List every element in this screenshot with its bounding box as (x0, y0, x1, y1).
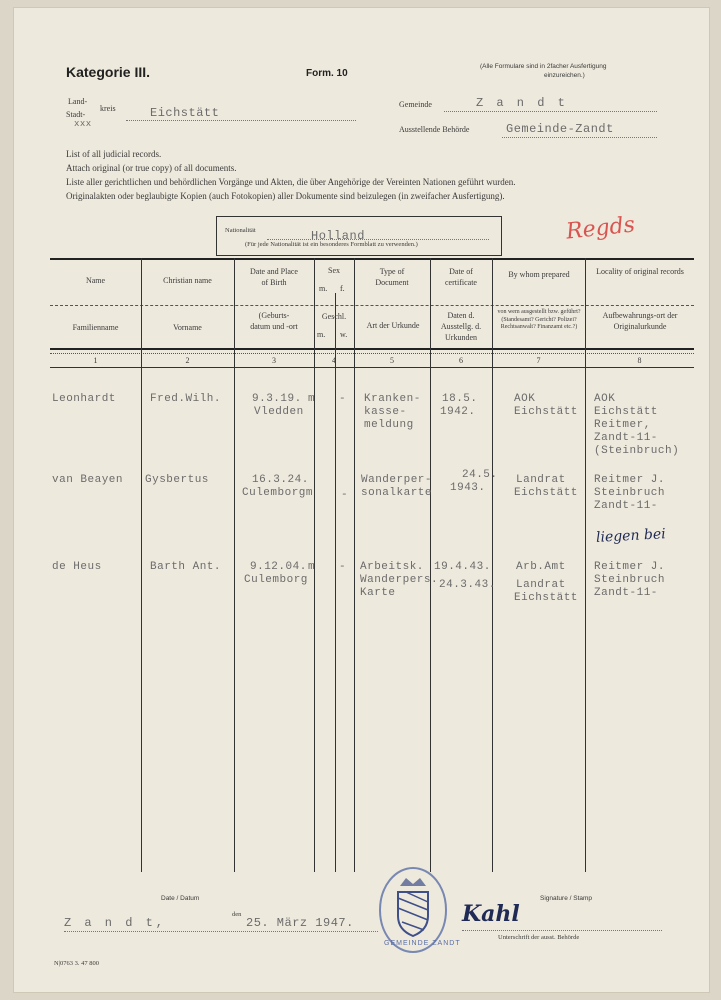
header-daten-ausstellung: Daten d. Ausstellg. d. Urkunden (440, 311, 482, 342)
row3-ort-3: Zandt-11- (594, 587, 658, 599)
header-art-urkunde: Art der Urkunde (366, 321, 420, 330)
behoerde-label: Ausstellende Behörde (399, 125, 470, 134)
landkreis-dotline (126, 120, 356, 121)
row2-ort-3: Zandt-11- (594, 500, 658, 512)
nationality-note: (Für jede Nationalität ist ein besonderes Formblatt zu verwenden.) (245, 241, 418, 248)
stadt-label: Stadt- (66, 110, 86, 119)
header-von-wem: von wem ausgestellt bzw. geführt? (Standesamt? Gericht? Polizei? Rechtsanwalt? Finanzamt etc.?) (497, 309, 581, 330)
col-number-5: 5 (390, 356, 394, 365)
header-locality: Locality of original records (596, 267, 684, 276)
row1-von-1: AOK (514, 393, 536, 405)
row1-ort-3: Reitmer, (594, 419, 651, 431)
nationality-value: Holland (311, 229, 365, 243)
col-number-3: 3 (272, 356, 276, 365)
red-handwritten-mark: Regds (564, 212, 637, 245)
row3-von-2: Landrat (516, 579, 566, 591)
signature-sublabel: Unterschrift der ausst. Behörde (498, 934, 580, 941)
instruction-line-1: List of all judicial records. (66, 149, 162, 159)
col-number-7: 7 (536, 356, 541, 365)
header-sex: Sex (328, 266, 340, 275)
row1-name: Leonhardt (52, 393, 116, 405)
date-value: 25. März 1947. (246, 916, 354, 930)
date-label: Date / Datum (161, 895, 200, 902)
copies-note-line1: (Alle Formulare sind in 2facher Ausfertigung (480, 63, 607, 70)
instruction-line-4: Originalakten oder beglaubigte Kopien (auch Fotokopien) aller Dokumente sind beizulegen (in zweifacher Ausfertigung). (66, 191, 505, 201)
header-familienname: Familienname (72, 323, 119, 332)
row1-ort-4: Zandt-11- (594, 432, 658, 444)
row1-date-2: 1942. (440, 406, 476, 418)
row3-von-3: Eichstätt (514, 592, 578, 604)
row1-birth-place: Vledden (254, 406, 304, 418)
row2-von-2: Eichstätt (514, 487, 578, 499)
col-divider-1 (141, 258, 142, 872)
row1-art-1: Kranken- (364, 393, 421, 405)
col-number-4: 4 (332, 356, 336, 365)
row1-sex-m: m (308, 393, 316, 405)
row2-date-1: 24.5. (462, 469, 498, 481)
form-number: Form. 10 (306, 68, 348, 79)
row1-birth-date: 9.3.19. (252, 393, 302, 405)
row2-sex-f: - (341, 489, 349, 501)
row1-vorname: Fred.Wilh. (150, 393, 222, 405)
row3-art-2: Wanderpers. (360, 574, 439, 586)
gemeinde-label: Gemeinde (399, 100, 432, 109)
stamp-text: GEMEINDE ZANDT (384, 940, 461, 947)
document-page (14, 8, 709, 992)
signature-dotline (462, 930, 662, 931)
row1-ort-2: Eichstätt (594, 406, 658, 418)
header-geschl: Geschl. (321, 312, 347, 321)
row3-date-1: 19.4.43. (434, 561, 491, 573)
row2-ort-2: Steinbruch (594, 487, 666, 499)
row3-ort-1: Reitmer J. (594, 561, 666, 573)
col-number-8: 8 (637, 356, 642, 365)
row2-date-2: 1943. (450, 482, 486, 494)
row2-art-1: Wanderper- (361, 474, 433, 486)
row3-vorname: Barth Ant. (150, 561, 222, 573)
signature-label: Signature / Stamp (540, 895, 593, 902)
col-divider-7 (585, 258, 586, 872)
row2-birth-place: Culemborgm (242, 487, 314, 499)
nationality-box (216, 216, 502, 256)
row3-sex-f: - (339, 561, 347, 573)
header-by-whom: By whom prepared (508, 270, 570, 279)
row3-sex-m: m (308, 561, 316, 573)
table-header-bottom (50, 348, 694, 350)
row1-ort-5: (Steinbruch) (594, 445, 680, 457)
gemeinde-dotline (444, 111, 657, 112)
row3-ort-2: Steinbruch (594, 574, 666, 586)
header-type-document: Type of Document (375, 267, 409, 287)
land-label: Land- (68, 97, 88, 106)
table-header-divider (50, 305, 694, 306)
row1-ort-1: AOK (594, 393, 616, 405)
col-number-1: 1 (93, 356, 98, 365)
behoerde-dotline (502, 137, 657, 138)
header-date-certificate: Date of certificate (445, 267, 477, 287)
row1-von-2: Eichstätt (514, 406, 578, 418)
table-top-border (50, 258, 694, 260)
row1-art-2: kasse- (364, 406, 407, 418)
row1-art-3: meldung (364, 419, 414, 431)
col-divider-4 (354, 258, 355, 872)
row3-art-1: Arbeitsk. (360, 561, 424, 573)
den-label: den (232, 911, 242, 918)
row2-von-1: Landrat (516, 474, 566, 486)
col-divider-sex-split (335, 293, 336, 872)
category-title: Kategorie III. (66, 64, 151, 80)
instruction-line-3: Liste aller gerichtlichen und behördlichen Vorgänge und Akten, die über Angehörige der Vereinten Nationen geführt wurden. (66, 177, 516, 187)
header-geburtsdatum: (Geburts-datum und -ort (250, 311, 298, 331)
row2-art-2: sonalkarte (361, 487, 433, 499)
behoerde-value: Gemeinde-Zandt (506, 122, 614, 136)
header-christian-name: Christian name (163, 276, 212, 285)
nationality-dotline (267, 239, 489, 240)
col-divider-6 (492, 258, 493, 872)
landkreis-value: Eichstätt (150, 106, 220, 120)
table-number-divider (50, 353, 694, 354)
header-aufbewahrungsort: Aufbewahrungs-ort der Originalurkunde (602, 311, 678, 331)
header-name: Name (85, 276, 106, 285)
col-divider-5 (430, 258, 431, 872)
official-seal-stamp (376, 864, 461, 956)
row2-ort-1: Reitmer J. (594, 474, 666, 486)
header-sex-f: f. (340, 284, 345, 293)
header-date-place-birth: Date and Place of Birth (250, 267, 298, 287)
row3-date-2: 24.3.43. (439, 579, 496, 591)
copies-note-line2: einzureichen.) (544, 72, 585, 79)
printer-code: N|0763 3. 47 800 (54, 960, 99, 967)
header-geschl-m: m. (317, 330, 326, 339)
row1-date-1: 18.5. (442, 393, 478, 405)
nationality-label: Nationalität (225, 227, 256, 234)
col-divider-2 (234, 258, 235, 872)
row1-sex-f: - (339, 393, 347, 405)
stadt-strikeout: xxx (74, 119, 92, 129)
kreis-label: kreis (100, 104, 116, 113)
row3-birth-place: Culemborg (244, 574, 308, 586)
header-vorname: Vorname (173, 323, 202, 332)
header-sex-m: m. (319, 284, 328, 293)
row3-birth-date: 9.12.04. (250, 561, 307, 573)
instruction-line-2: Attach original (or true copy) of all documents. (66, 163, 237, 173)
row3-von-1: Arb.Amt (516, 561, 566, 573)
header-geschl-w: w. (340, 330, 348, 339)
row2-birth-date: 16.3.24. (252, 474, 309, 486)
handwritten-signature: Kahl (462, 901, 520, 927)
row3-name: de Heus (52, 561, 102, 573)
date-place: Z a n d t, (64, 916, 167, 930)
table-body-top (50, 367, 694, 368)
date-dotline (64, 931, 378, 932)
handwritten-note: liegen bei (595, 526, 667, 546)
gemeinde-value: Z a n d t (476, 96, 568, 110)
row2-name: van Beayen (52, 474, 124, 486)
col-number-2: 2 (185, 356, 190, 365)
row3-art-3: Karte (360, 587, 396, 599)
row2-vorname: Gysbertus (145, 474, 209, 486)
col-number-6: 6 (459, 356, 463, 365)
